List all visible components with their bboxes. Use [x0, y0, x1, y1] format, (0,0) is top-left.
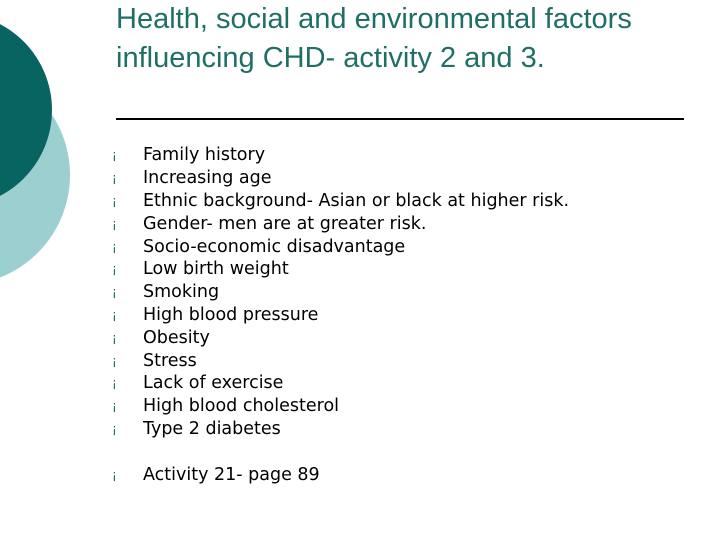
bullet-icon: ¡ [112, 285, 117, 300]
list-item [112, 304, 569, 327]
bullet-icon: ¡ [112, 262, 117, 277]
bullet-icon: ¡ [112, 148, 117, 163]
list-item [112, 167, 569, 190]
list-item [112, 281, 569, 304]
list-item [112, 326, 569, 349]
slide-title: Health, social and environmental factors influencing CHD- activity 2 and 3. [116, 3, 632, 74]
list-item-text: High blood cholesterol [143, 396, 340, 417]
list-item [112, 235, 569, 258]
bullet-icon: ¡ [112, 330, 117, 345]
list-item-text: Gender- men are at greater risk. [143, 213, 427, 234]
bullet-icon: ¡ [112, 239, 117, 254]
bullet-icon: ¡ [112, 376, 117, 391]
activity-note-text: Activity 21- page 89 [143, 464, 320, 485]
bullet-icon: ¡ [112, 216, 117, 231]
bullet-icon: ¡ [112, 171, 117, 186]
bullet-icon: ¡ [112, 467, 117, 482]
list-item-text: Stress [143, 350, 197, 371]
list-item-text: Smoking [143, 282, 220, 303]
list-item-text: Type 2 diabetes [143, 418, 281, 439]
list-item [112, 258, 569, 281]
list-item [112, 144, 569, 167]
list-item-text: Socio-economic disadvantage [143, 236, 406, 257]
bullet-icon: ¡ [112, 421, 117, 436]
list-item [112, 418, 569, 441]
list-item-text: Increasing age [143, 168, 272, 189]
title-divider [116, 118, 684, 120]
list-item [112, 395, 569, 418]
bullet-icon: ¡ [112, 193, 117, 208]
activity-note-item [112, 463, 569, 486]
list-item-text: High blood pressure [143, 304, 319, 325]
bullet-icon: ¡ [112, 307, 117, 322]
list-item [112, 190, 569, 213]
bullet-icon: ¡ [112, 399, 117, 414]
list-item [112, 212, 569, 235]
list-item-text: Low birth weight [143, 259, 289, 280]
list-item [112, 372, 569, 395]
list-item-text: Lack of exercise [143, 373, 284, 394]
list-item-text: Ethnic background- Asian or black at higher risk. [143, 190, 570, 211]
bullet-icon: ¡ [112, 353, 117, 368]
list-item-text: Obesity [143, 327, 210, 348]
bullet-list [112, 144, 569, 486]
decorative-circles [0, 0, 80, 300]
list-item-text: Family history [143, 145, 266, 166]
list-item [112, 349, 569, 372]
